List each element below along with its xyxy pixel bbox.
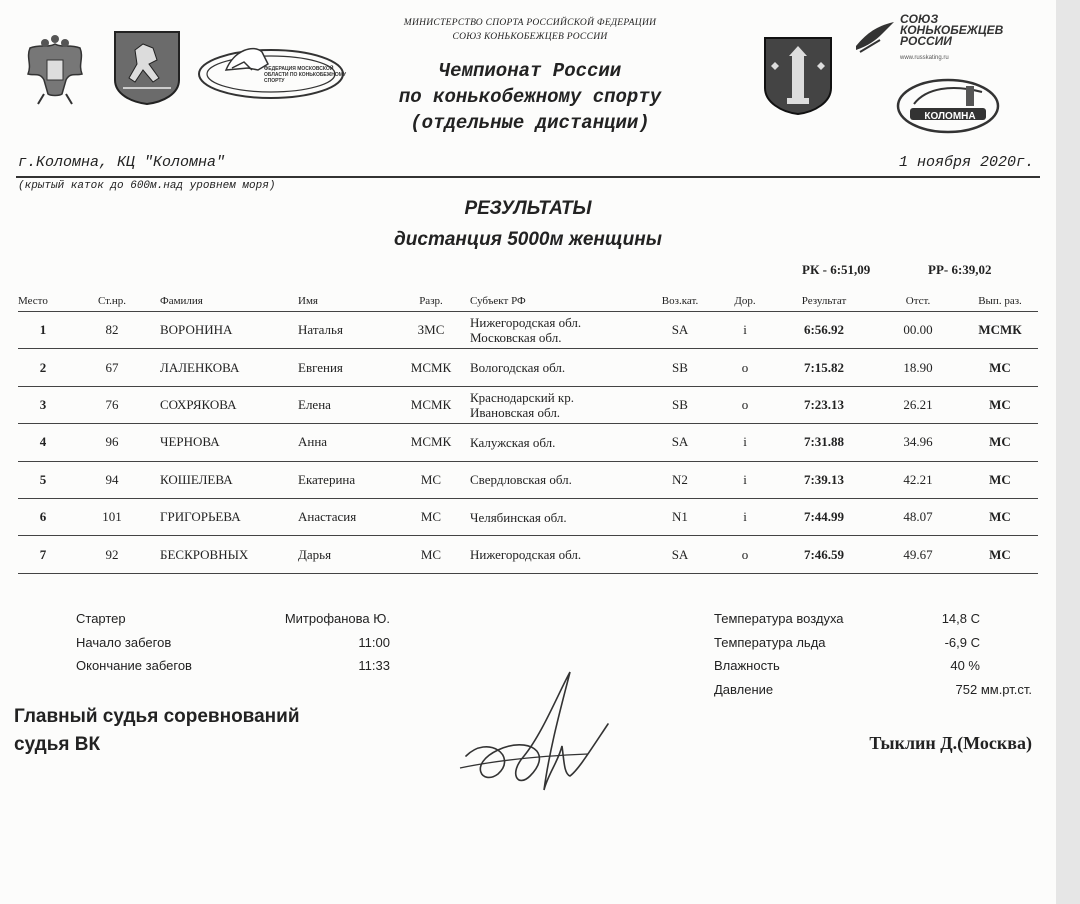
chief-judge-name: Тыклин Д.(Москва) bbox=[869, 733, 1032, 753]
first-name: Дарья bbox=[298, 536, 402, 573]
lane: i bbox=[716, 498, 774, 535]
col-header-achieved-rank: Вып. раз. bbox=[962, 291, 1038, 312]
achieved-rank: МС bbox=[962, 386, 1038, 423]
subject-line1: Нижегородская обл. bbox=[470, 547, 582, 563]
pressure-label: Давление bbox=[714, 681, 774, 697]
result: 7:15.82 bbox=[774, 349, 874, 386]
table-row bbox=[18, 536, 1038, 573]
humidity-value: 40 % bbox=[950, 658, 980, 673]
achieved-rank: МС bbox=[962, 498, 1038, 535]
start-number: 92 bbox=[68, 536, 156, 573]
place: 2 bbox=[18, 349, 68, 386]
subject bbox=[460, 386, 644, 423]
russian-record: РР- 6:39,02 bbox=[928, 262, 992, 277]
subject bbox=[460, 349, 644, 386]
surname: ВОРОНИНА bbox=[156, 312, 298, 349]
rank: ЗМС bbox=[402, 312, 460, 349]
start-number: 96 bbox=[68, 424, 156, 461]
subject bbox=[460, 498, 644, 535]
place: 4 bbox=[18, 424, 68, 461]
first-name: Евгения bbox=[298, 349, 402, 386]
subject-line1: Краснодарский кр. bbox=[470, 389, 574, 405]
event-title-line1: Чемпионат России bbox=[438, 60, 622, 82]
conditions-labels bbox=[714, 607, 844, 701]
starter-value: Митрофанова Ю. bbox=[284, 611, 390, 626]
kolomna-logo-text: КОЛОМНА bbox=[924, 111, 976, 122]
behind: 42.21 bbox=[874, 461, 962, 498]
ice-temp-label: Температура льда bbox=[714, 634, 826, 650]
first-name: Наталья bbox=[298, 312, 402, 349]
subject bbox=[460, 312, 644, 349]
surname: ЛАЛЕНКОВА bbox=[156, 349, 298, 386]
union-logo-line2: КОНЬКОБЕЖЦЕВ bbox=[900, 23, 1004, 37]
ice-temp-value: -6,9 С bbox=[944, 634, 980, 650]
subject-line1: Вологодская обл. bbox=[470, 360, 566, 376]
union-logo-line3: РОССИИ bbox=[900, 34, 952, 48]
rank: МСМК bbox=[402, 349, 460, 386]
event-date: 1 ноября 2020г. bbox=[898, 154, 1034, 171]
results-table bbox=[18, 291, 1038, 574]
subject-line2: Московская обл. bbox=[470, 330, 562, 346]
col-header-rank: Разр. bbox=[402, 291, 460, 312]
place: 1 bbox=[18, 312, 68, 349]
subject bbox=[460, 536, 644, 573]
lane: i bbox=[716, 461, 774, 498]
venue: г.Коломна, КЦ "Коломна" bbox=[18, 154, 226, 171]
officials-labels bbox=[76, 607, 192, 678]
subject-line1: Калужская обл. bbox=[470, 434, 556, 450]
conditions-values bbox=[860, 607, 1032, 701]
subject bbox=[460, 461, 644, 498]
subject-line2: Ивановская обл. bbox=[470, 404, 561, 420]
col-header-age-category: Воз.кат. bbox=[644, 291, 716, 312]
subject-line1: Свердловская обл. bbox=[470, 472, 572, 488]
moscow-region-coat-of-arms-icon bbox=[113, 30, 181, 106]
lane: o bbox=[716, 536, 774, 573]
ministry-line: МИНИСТЕРСТВО СПОРТА РОССИЙСКОЙ ФЕДЕРАЦИИ bbox=[403, 18, 657, 28]
surname: ГРИГОРЬЕВА bbox=[156, 498, 298, 535]
result: 7:46.59 bbox=[774, 536, 874, 573]
end-time-value: 11:33 bbox=[358, 658, 390, 673]
start-number: 82 bbox=[68, 312, 156, 349]
col-header-name: Имя bbox=[298, 291, 402, 312]
place: 3 bbox=[18, 386, 68, 423]
results-title: РЕЗУЛЬТАТЫ bbox=[464, 198, 592, 219]
event-title-line3: (отдельные дистанции) bbox=[410, 112, 650, 134]
achieved-rank: МСМК bbox=[962, 312, 1038, 349]
lane: o bbox=[716, 349, 774, 386]
rank: МСМК bbox=[402, 386, 460, 423]
col-header-number: Ст.нр. bbox=[68, 291, 156, 312]
achieved-rank: МС bbox=[962, 461, 1038, 498]
pressure-value: 752 мм.рт.ст. bbox=[955, 681, 1032, 697]
first-name: Анна bbox=[298, 424, 402, 461]
start-number: 94 bbox=[68, 461, 156, 498]
col-header-lane: Дор. bbox=[716, 291, 774, 312]
start-number: 67 bbox=[68, 349, 156, 386]
union-line: СОЮЗ КОНЬКОБЕЖЦЕВ РОССИИ bbox=[452, 32, 608, 42]
table-row bbox=[18, 349, 1038, 386]
first-name: Екатерина bbox=[298, 461, 402, 498]
age-category: SA bbox=[644, 312, 716, 349]
age-category: SB bbox=[644, 349, 716, 386]
rank: МС bbox=[402, 498, 460, 535]
behind: 49.67 bbox=[874, 536, 962, 573]
russia-coat-of-arms-icon bbox=[18, 34, 92, 106]
age-category: SB bbox=[644, 386, 716, 423]
rank: МС bbox=[402, 536, 460, 573]
event-title-line2: по конькобежному спорту bbox=[398, 86, 662, 108]
union-logo-line1: СОЮЗ bbox=[900, 12, 939, 26]
behind: 18.90 bbox=[874, 349, 962, 386]
rank: МС bbox=[402, 461, 460, 498]
start-number: 101 bbox=[68, 498, 156, 535]
subject bbox=[460, 424, 644, 461]
behind: 34.96 bbox=[874, 424, 962, 461]
chief-judge-title bbox=[14, 703, 300, 759]
achieved-rank: МС bbox=[962, 349, 1038, 386]
place: 6 bbox=[18, 498, 68, 535]
result: 7:44.99 bbox=[774, 498, 874, 535]
starter-label: Стартер bbox=[76, 611, 126, 626]
behind: 00.00 bbox=[874, 312, 962, 349]
first-name: Елена bbox=[298, 386, 402, 423]
federation-logo-text: ФЕДЕРАЦИЯ МОСКОВСКОЙ ОБЛАСТИ ПО КОНЬКОБЕЖНОМУ СПОРТУ bbox=[264, 66, 347, 84]
age-category: N2 bbox=[644, 461, 716, 498]
first-name: Анастасия bbox=[298, 498, 402, 535]
union-logo-text bbox=[900, 14, 1050, 47]
achieved-rank: МС bbox=[962, 424, 1038, 461]
russian-championship-record: РК - 6:51,09 bbox=[802, 262, 871, 277]
table-row bbox=[18, 312, 1038, 349]
col-header-behind: Отст. bbox=[874, 291, 962, 312]
table-row bbox=[18, 498, 1038, 535]
behind: 48.07 bbox=[874, 498, 962, 535]
event-title bbox=[330, 58, 730, 136]
table-row bbox=[18, 386, 1038, 423]
result: 7:31.88 bbox=[774, 424, 874, 461]
age-category: SA bbox=[644, 424, 716, 461]
result: 7:39.13 bbox=[774, 461, 874, 498]
achieved-rank: МС bbox=[962, 536, 1038, 573]
col-header-place: Место bbox=[18, 291, 68, 312]
humidity-label: Влажность bbox=[714, 658, 780, 673]
behind: 26.21 bbox=[874, 386, 962, 423]
ministry-header bbox=[360, 16, 700, 44]
subject-line1: Нижегородская обл. bbox=[470, 315, 582, 331]
signature bbox=[458, 664, 618, 804]
union-skater-icon bbox=[852, 16, 900, 56]
surname: КОШЕЛЕВА bbox=[156, 461, 298, 498]
page-edge bbox=[1056, 0, 1080, 904]
results-subtitle: дистанция 5000м женщины bbox=[394, 229, 662, 250]
lane: i bbox=[716, 312, 774, 349]
age-category: SA bbox=[644, 536, 716, 573]
air-temp-label: Температура воздуха bbox=[714, 611, 844, 626]
start-time-label: Начало забегов bbox=[76, 634, 172, 650]
surname: БЕСКРОВНЫХ bbox=[156, 536, 298, 573]
header-divider bbox=[16, 176, 1040, 178]
start-time-value: 11:00 bbox=[358, 634, 390, 650]
surname: СОХРЯКОВА bbox=[156, 386, 298, 423]
place: 7 bbox=[18, 536, 68, 573]
lane: i bbox=[716, 424, 774, 461]
start-number: 76 bbox=[68, 386, 156, 423]
age-category: N1 bbox=[644, 498, 716, 535]
end-time-label: Окончание забегов bbox=[76, 658, 192, 673]
air-temp-value: 14,8 С bbox=[941, 611, 980, 626]
col-header-subject: Субъект РФ bbox=[460, 291, 644, 312]
altitude-note: (крытый каток до 600м.над уровнем моря) bbox=[18, 180, 276, 192]
place: 5 bbox=[18, 461, 68, 498]
table-row bbox=[18, 461, 1038, 498]
surname: ЧЕРНОВА bbox=[156, 424, 298, 461]
rank: МСМК bbox=[402, 424, 460, 461]
col-header-result: Результат bbox=[774, 291, 874, 312]
table-row bbox=[18, 424, 1038, 461]
col-header-surname: Фамилия bbox=[156, 291, 298, 312]
officials-values bbox=[230, 607, 390, 678]
union-url: www.russkating.ru bbox=[900, 55, 949, 61]
kolomna-coat-of-arms-icon bbox=[763, 36, 833, 116]
lane: o bbox=[716, 386, 774, 423]
chief-judge-line1: Главный судья соревнований bbox=[14, 706, 300, 727]
result: 6:56.92 bbox=[774, 312, 874, 349]
chief-judge-line2: судья ВК bbox=[14, 734, 101, 755]
kolomna-center-logo bbox=[896, 78, 1000, 134]
table-header-row bbox=[18, 291, 1038, 312]
result: 7:23.13 bbox=[774, 386, 874, 423]
subject-line1: Челябинская обл. bbox=[470, 509, 567, 525]
